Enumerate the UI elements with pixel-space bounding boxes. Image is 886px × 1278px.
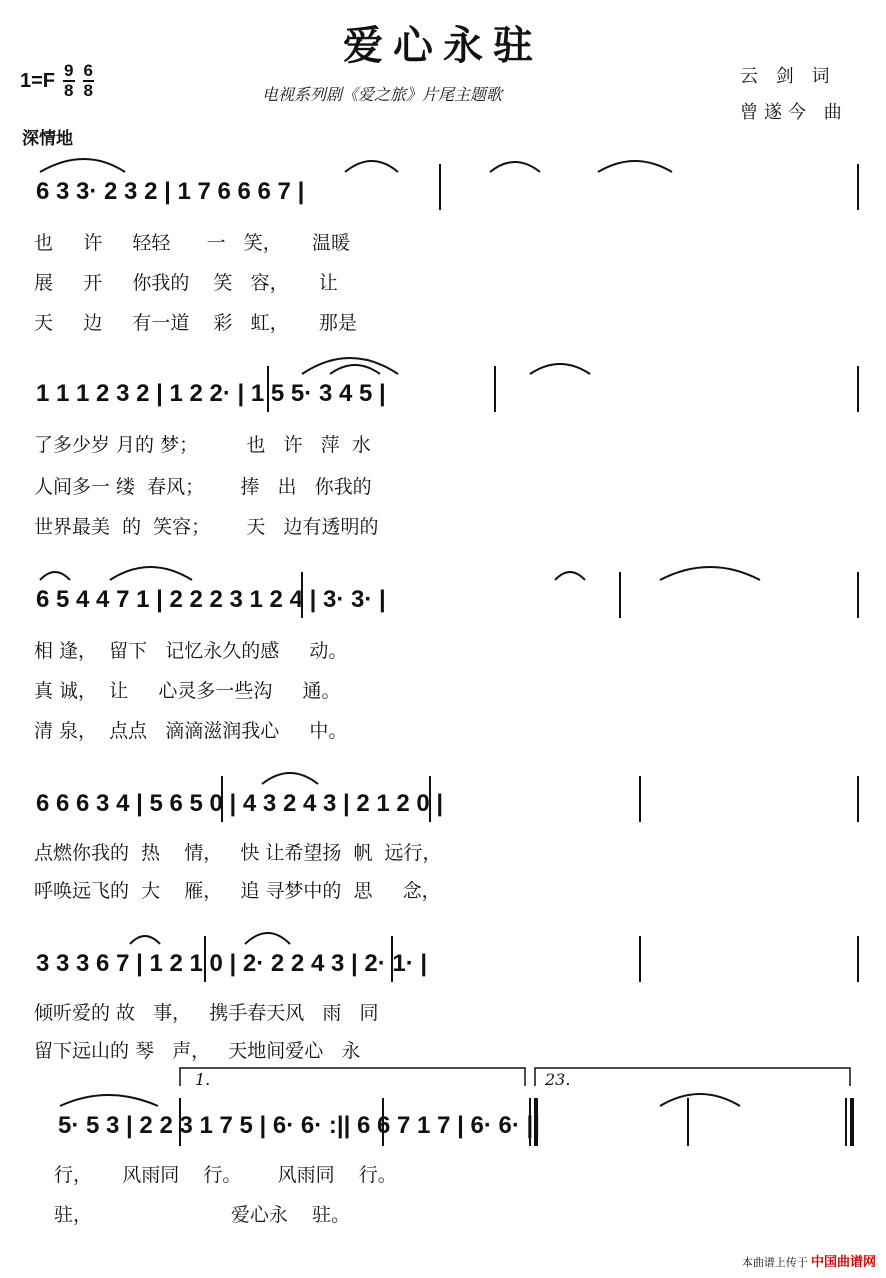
notation-line-6: 5· 5 3 | 2 2 3 1 7 5 | 6· 6· :|| 6 6 7 1 7 | 6· 6· || — [58, 1112, 540, 1139]
time-signature-1: $\frac{9}{8}$ — [64, 61, 74, 100]
lyric-6-2: 驻， 爱心永 驻。 — [54, 1204, 351, 1226]
key-label: 1=F — [20, 69, 56, 92]
composer: 曾遂今 曲 — [740, 102, 848, 123]
subtitle: 电视系列剧《爱之旅》片尾主题歌 — [262, 85, 503, 104]
notation-line-3: 6 5 4 4 7 1 | 2 2 2 3 1 2 4 | 3· 3· | — [36, 586, 386, 613]
score-system-6 — [0, 1062, 886, 1152]
lyric-1-1: 也 许 轻轻 一 笑， 温暖 — [34, 232, 350, 254]
lyric-4-2: 呼唤远飞的 大 雁， 追 寻梦中的 思 念， — [34, 880, 441, 902]
lyric-3-3: 清 泉， 点点 滴滴滋润我心 中。 — [34, 720, 348, 742]
lyric-1-2: 展 开 你我的 笑 容， 让 — [34, 272, 338, 294]
lyric-5-1: 倾听爱的 故 事， 携手春天风 雨 同 — [34, 1002, 379, 1024]
time-signature-2: $\frac{6}{8}$ — [83, 61, 93, 100]
lyric-2-3: 世界最美 的 笑容； 天 边有透明的 — [34, 516, 379, 538]
lyricist: 云 剑 词 — [740, 66, 836, 87]
tempo-marking: 深情地 — [22, 129, 73, 149]
lyric-4-1: 点燃你我的 热 情， 快 让希望扬 帆 远行， — [34, 842, 442, 864]
notation-line-4: 6 6 6 3 4 | 5 6 5 0 | 4 3 2 4 3 | 2 1 2 0 | — [36, 790, 444, 817]
site-logo-text: 中国曲谱网 — [810, 1254, 876, 1269]
score-system-2 — [0, 352, 886, 442]
second-ending-label: 23. — [545, 1070, 571, 1089]
notation-line-2: 1 1 1 2 3 2 | 1 2 2· | 1 5 5· 3 4 5 | — [36, 380, 386, 407]
score-system-3 — [0, 558, 886, 648]
score-system-1 — [0, 150, 886, 240]
lyric-2-2: 人间多一 缕 春风； 捧 出 你我的 — [34, 476, 372, 498]
lyric-3-2: 真 诚， 让 心灵多一些沟 通。 — [34, 680, 341, 702]
lyric-5-2: 留下远山的 琴 声， 天地间爱心 永 — [34, 1040, 361, 1062]
lyric-2-1: 了多少岁 月的 梦； 也 许 萍 水 — [34, 434, 371, 456]
notation-line-5: 3 3 3 6 7 | 1 2 1 0 | 2· 2 2 4 3 | 2· 1· | — [36, 950, 428, 977]
footer-watermark: 本曲谱上传于 中国曲谱网 — [741, 1254, 876, 1269]
lyric-3-1: 相 逢， 留下 记忆永久的感 动。 — [34, 640, 348, 662]
lyric-1-3: 天 边 有一道 彩 虹， 那是 — [34, 312, 357, 334]
page-title: 爱心永驻 — [343, 22, 543, 69]
first-ending-label: 1. — [195, 1070, 211, 1089]
lyric-6-1: 行， 风雨同 行。 风雨同 行。 — [54, 1164, 397, 1186]
notation-line-1: 6 3 3· 2 3 2 | 1 7 6 6 6 7 | — [36, 178, 305, 205]
key-signature — [20, 62, 94, 100]
